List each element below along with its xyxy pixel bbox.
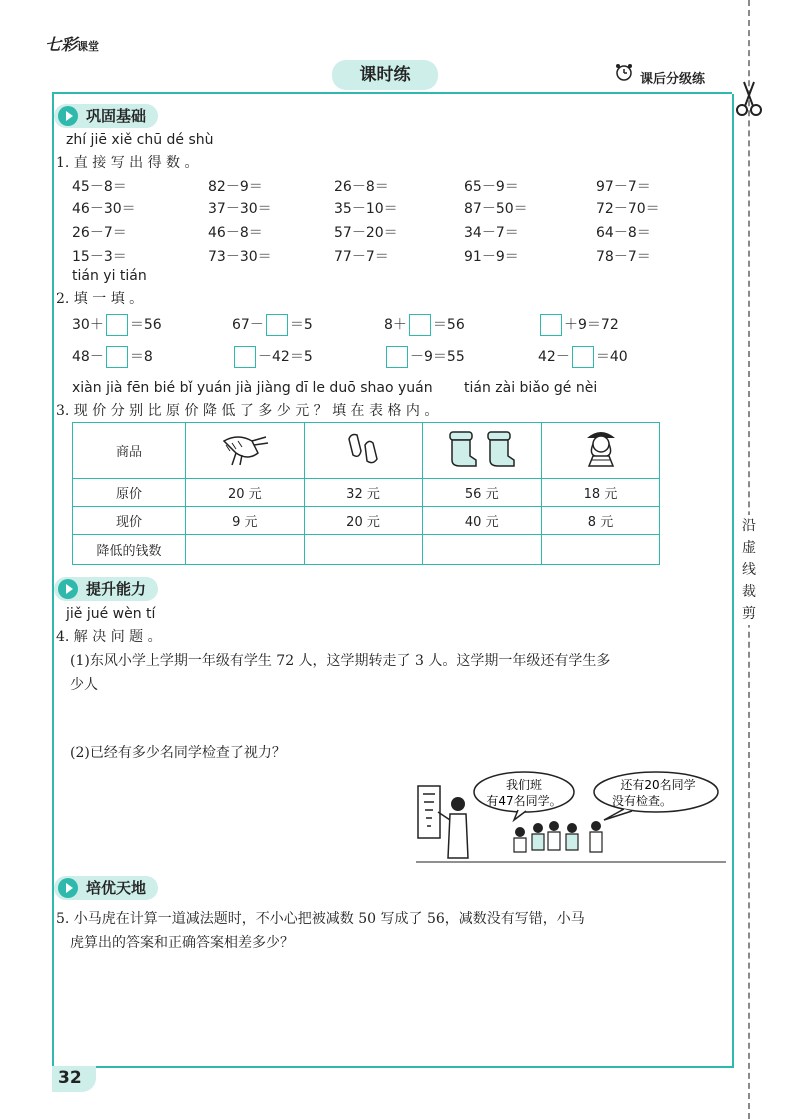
price-table <box>72 422 660 565</box>
row-header-reduction: 降低的钱数 <box>73 535 186 565</box>
q4-pinyin: jiě jué wèn tí <box>66 606 156 622</box>
q1-pinyin: zhí jiē xiě chū dé shù <box>66 132 214 148</box>
answer-box[interactable] <box>572 346 594 368</box>
fill-pre: 48－ <box>72 349 104 365</box>
bubble1-line1: 我们班 <box>505 778 543 792</box>
fill-blank-item <box>72 346 153 368</box>
fill-pre: 67－ <box>232 317 264 333</box>
current-price: 9 元 <box>186 507 305 535</box>
arithmetic-item: 91－9＝ <box>464 249 519 265</box>
arithmetic-item: 78－7＝ <box>596 249 651 265</box>
fill-blank-item <box>384 314 465 336</box>
table-row-reduction <box>73 535 660 565</box>
section-advanced <box>54 876 158 900</box>
header-right-label: 课后分级练 <box>640 72 706 87</box>
arithmetic-item: 46－8＝ <box>208 225 263 241</box>
item-boots <box>422 423 542 479</box>
arithmetic-item: 57－20＝ <box>334 225 398 241</box>
eye-test-illustration <box>414 770 730 874</box>
answer-box[interactable] <box>234 346 256 368</box>
play-arrow-icon <box>58 106 78 126</box>
arithmetic-item: 26－8＝ <box>334 179 389 195</box>
row-header-original: 原价 <box>73 479 186 507</box>
bubble2-line1: 还有20名同学 <box>620 778 696 792</box>
original-price: 32 元 <box>304 479 422 507</box>
fill-blank-item <box>232 346 313 368</box>
section-improve <box>54 577 158 601</box>
answer-box[interactable] <box>409 314 431 336</box>
arithmetic-item: 35－10＝ <box>334 201 398 217</box>
fill-post: ＝8 <box>129 349 153 365</box>
q1-title: 1. 直 接 写 出 得 数 。 <box>56 155 199 171</box>
arithmetic-item: 15－3＝ <box>72 249 127 265</box>
arithmetic-item: 37－30＝ <box>208 201 272 217</box>
fill-post: ＝56 <box>432 317 465 333</box>
arithmetic-item: 82－9＝ <box>208 179 263 195</box>
fill-post: －42＝5 <box>258 349 313 365</box>
table-row-original <box>73 479 660 507</box>
q3-pinyin-b: tián zài biǎo gé nèi <box>464 380 598 396</box>
q3-title: 3. 现 价 分 别 比 原 价 降 低 了 多 少 元 ？ 填 在 表 格 内 。 <box>56 403 439 419</box>
q5-line2: 虎算出的答案和正确答案相差多少？ <box>70 935 294 951</box>
fill-blank-item <box>232 314 313 336</box>
answer-box[interactable] <box>540 314 562 336</box>
arithmetic-item: 87－50＝ <box>464 201 528 217</box>
section-basics <box>54 104 158 128</box>
row-header-current: 现价 <box>73 507 186 535</box>
play-arrow-icon <box>58 579 78 599</box>
current-price: 8 元 <box>542 507 660 535</box>
q4-part2: (2)已经有多少名同学检查了视力？ <box>70 745 286 761</box>
boots-icon <box>442 428 522 470</box>
current-price: 20 元 <box>304 507 422 535</box>
reduction-answer-cell[interactable] <box>186 535 305 565</box>
cut-instruction: 沿虚线裁剪 <box>737 515 761 625</box>
play-arrow-icon <box>58 878 78 898</box>
arithmetic-item: 72－70＝ <box>596 201 660 217</box>
fill-blank-item <box>538 314 619 336</box>
arithmetic-item: 64－8＝ <box>596 225 651 241</box>
arithmetic-item: 97－7＝ <box>596 179 651 195</box>
row-header-item: 商品 <box>73 423 186 479</box>
fill-blank-item <box>538 346 628 368</box>
alarm-clock-icon <box>614 62 634 82</box>
q4-title: 4. 解 决 问 题 。 <box>56 629 162 645</box>
arithmetic-item: 26－7＝ <box>72 225 127 241</box>
q2-pinyin: tián yi tián <box>72 268 147 284</box>
fill-post: ＋9＝72 <box>564 317 619 333</box>
scissors-icon <box>734 78 764 118</box>
fill-pre: 42－ <box>538 349 570 365</box>
arithmetic-item: 73－30＝ <box>208 249 272 265</box>
answer-box[interactable] <box>386 346 408 368</box>
page-number: 32 <box>58 1068 82 1088</box>
reduction-answer-cell[interactable] <box>422 535 542 565</box>
original-price: 18 元 <box>542 479 660 507</box>
original-price: 20 元 <box>186 479 305 507</box>
reduction-answer-cell[interactable] <box>542 535 660 565</box>
item-scarf <box>186 423 305 479</box>
answer-box[interactable] <box>266 314 288 336</box>
fill-post: ＝5 <box>289 317 313 333</box>
mittens-icon <box>343 431 383 467</box>
bubble2-line2: 没有检查。 <box>611 794 673 808</box>
q2-title: 2. 填 一 填 。 <box>56 291 144 307</box>
section-title: 提升能力 <box>86 580 147 598</box>
fill-pre: 8＋ <box>384 317 407 333</box>
fill-post: ＝56 <box>129 317 162 333</box>
table-row-items <box>73 423 660 479</box>
original-price: 56 元 <box>422 479 542 507</box>
fill-post: －9＝55 <box>410 349 465 365</box>
item-doll <box>542 423 660 479</box>
bubble1-line2: 有47名同学。 <box>486 794 562 808</box>
arithmetic-item: 45－8＝ <box>72 179 127 195</box>
q3-pinyin-a: xiàn jià fēn bié bǐ yuán jià jiàng dī le duō shao yuán <box>72 380 433 396</box>
fill-blank-item <box>72 314 162 336</box>
q4-part1-line1: (1)东风小学上学期一年级有学生 72 人，这学期转走了 3 人。这学期一年级还有学生多 <box>70 653 611 669</box>
arithmetic-item: 65－9＝ <box>464 179 519 195</box>
fill-pre: 30＋ <box>72 317 104 333</box>
arithmetic-item: 77－7＝ <box>334 249 389 265</box>
section-title: 培优天地 <box>86 879 147 897</box>
brand-logo: 七彩课堂 <box>45 35 100 54</box>
arithmetic-item: 34－7＝ <box>464 225 519 241</box>
current-price: 40 元 <box>422 507 542 535</box>
q5-line1: 5. 小马虎在计算一道减法题时，不小心把被减数 50 写成了 56，减数没有写错，小马 <box>56 911 585 927</box>
answer-box[interactable] <box>106 346 128 368</box>
answer-box[interactable] <box>106 314 128 336</box>
reduction-answer-cell[interactable] <box>304 535 422 565</box>
q4-part1-line2: 少人 <box>70 677 98 693</box>
fill-post: ＝40 <box>595 349 628 365</box>
arithmetic-item: 46－30＝ <box>72 201 136 217</box>
item-mittens <box>304 423 422 479</box>
scarf-icon <box>218 431 272 467</box>
doll-icon <box>581 426 621 472</box>
fill-blank-item <box>384 346 465 368</box>
page-title: 课时练 <box>332 60 438 90</box>
section-title: 巩固基础 <box>86 107 147 125</box>
table-row-current <box>73 507 660 535</box>
